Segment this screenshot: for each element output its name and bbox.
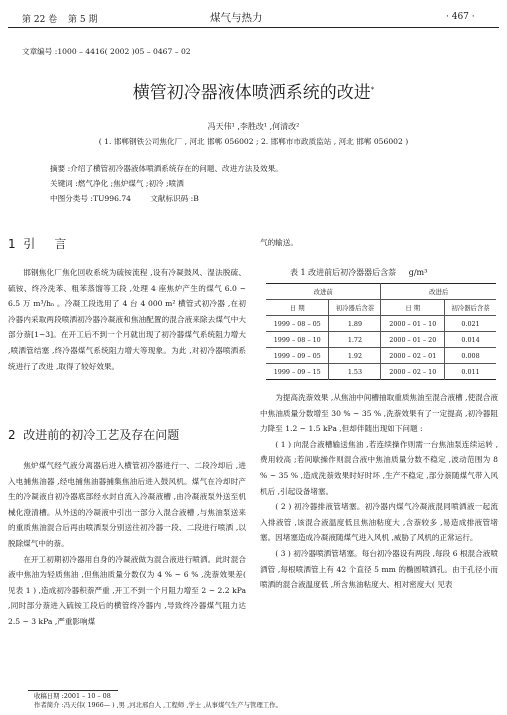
paper-title	[0, 78, 507, 103]
table-cell: 0.021	[461, 319, 480, 328]
table-cell: 2000 – 01 – 10	[381, 316, 445, 332]
right-paragraph-2: ( 1 ) 向混合液槽输送焦油 ,若连续操作则需一台焦油泵连续运转 ,费用较高 ;若间歇操作则混合液中焦油质量分数不稳定 ,波动范围为 8 % ~ 35 % ,造成洗萘效果时好时坏 ,生产不稳定 ,部分萘随煤气带入风机后 ,引起设备堵塞。	[260, 439, 498, 496]
section-1-paragraph: 邯钢焦化厂焦化回收系统为硫铵流程 ,设有冷凝鼓风、湿法脱硫、硫铵、终冷洗苯、粗苯蒸馏等工段 ,处理 4 座焦炉产生的煤气 6.0 ~ 6.5 万 m³/hₙ 。冷凝工段选用了 4 台 4 000 m² 横管式初冷器 ,在初冷器内采取两段喷洒初冷器冷凝液和焦油配置的混合液来除去煤气中大部分萘[1~3]。在开工后不到一个月就出现了初冷器煤气系统阻力增大 ,喷洒管结塞 ,终冷器煤气系统阻力增大等现象。为此 ,对初冷器喷洒系统进行了改进 ,取得了较好效果。	[8, 268, 246, 371]
article-number: 文章编号 :1000 – 4416( 2002 )05 – 0467 – 02	[22, 47, 191, 56]
right-top-text: 气的输送。	[260, 238, 298, 247]
section-2-body	[8, 458, 246, 630]
table-row	[266, 364, 496, 380]
table-row	[266, 332, 496, 348]
abstract: 摘要 :介绍了横管初冷器液体喷洒系统存在的问题、改进方法及效果。	[50, 164, 283, 173]
table-1-header-date: 日 期	[266, 300, 329, 316]
table-row	[266, 316, 496, 332]
section-1-body	[8, 265, 246, 374]
table-1-caption-text: 表 1 改进前后初冷器器后含萘	[290, 268, 397, 277]
table-cell: 0.011	[461, 367, 480, 376]
authors: 冯天伟¹ ,李胜改¹ ,何清改²	[207, 122, 300, 131]
section-2-title: 2 改进前的初冷工艺及存在问题	[8, 428, 180, 442]
table-1-unit: g/m³	[408, 268, 428, 277]
header-rule	[8, 27, 499, 28]
footnote-received: 收稿日期 :2001 – 10 – 08	[34, 692, 111, 700]
classification: 中图分类号 :TU996.74 文献标识码 :B	[50, 194, 199, 203]
header-page: · 467 ·	[446, 12, 475, 22]
table-cell: 1999 – 08 – 10	[266, 332, 329, 348]
footnote-author: 作者简介 :冯天伟( 1966— ) ,男 ,河北邢台人 ,工程师 ,学士 ,从事煤气生产与管理工作。	[34, 701, 282, 709]
table-cell: 1999 – 08 – 05	[266, 316, 329, 332]
right-column-body	[260, 390, 498, 593]
header-journal: 煤气与热力	[210, 12, 263, 24]
table-1-caption	[290, 266, 427, 279]
section-2-paragraph-1: 焦炉煤气经气液分离器后进入横管初冷器进行一、二段冷却后 ,进入电捕焦油器 ,经电捕焦油器捕集焦油后进入鼓风机。煤气在冷却时产生的冷凝液自初冷器底部经水封自流入冷凝液槽 ,由冷凝液泵外送至机械化澄清槽。从外送的冷凝液中引出一部分入混合液槽 ,与焦油泵送来的重质焦油混合后再由喷洒泵分别送往初冷器一段、二段进行喷洒 ,以脱除煤气中的萘。	[8, 461, 246, 548]
title-footnote-mark: *	[370, 85, 375, 94]
keywords: 关键词 :燃气净化 ;焦炉煤气 ;初冷 ;喷洒	[50, 179, 184, 188]
table-cell: 2000 – 01 – 20	[381, 332, 445, 348]
table-cell: 1999 – 09 – 05	[266, 348, 329, 364]
section-1-title: 1 引 言	[8, 237, 67, 251]
right-column-top-line	[260, 235, 498, 251]
table-row	[266, 348, 496, 364]
table-cell: 2000 – 02 – 01	[381, 348, 445, 364]
table-cell: 1.92	[329, 348, 381, 364]
header-issue: 第 5 期	[68, 15, 98, 25]
table-1-group-before: 改进前	[266, 284, 381, 300]
paper-title-text: 横管初冷器液体喷洒系统的改进	[132, 83, 371, 103]
table-cell: 0.014	[461, 335, 480, 344]
footnote-rule	[28, 690, 118, 691]
footnote	[34, 692, 282, 710]
affiliation: ( 1. 邯郸钢铁公司焦化厂 , 河北 邯郸 056002 ; 2. 邯郸市市政质监站 , 河北 邯郸 056002 )	[98, 137, 409, 146]
table-1-group-after: 改进后	[429, 288, 449, 296]
table-cell: 1999 – 09 – 15	[266, 364, 329, 380]
right-paragraph-1: 为提高洗萘效果 ,从焦油中间槽抽取重质焦油至混合液槽 ,使混合液中焦油质量分数增至 30 % ~ 35 % ,洗萘效果有了一定提高 ,初冷器阻力降至 1.2 ~ 1.5 kPa ,但却伴随出现如下问题 :	[260, 393, 498, 434]
table-cell: 2000 – 02 – 10	[381, 364, 445, 380]
table-cell: 1.53	[329, 364, 381, 380]
table-1-header-value: 初冷器后含萘	[329, 300, 381, 316]
table-cell: 1.72	[329, 332, 381, 348]
section-2-paragraph-2: 在开工初期初冷器用自身的冷凝液做为混合液进行喷洒。此时混合液中焦油为轻质焦油 ,但焦油质量分数仅为 4 % ~ 6 % ,洗萘效果差( 见表 1 ) ,造成初冷器积萘严重 ,开工不到一个月阻力增至 2 ~ 2.2 kPa ,同时部分萘进入硫铵工段后的横管终冷器内 ,导致终冷器煤气阻力达 2.5 ~ 3 kPa ,严重影响煤	[8, 554, 246, 626]
table-1	[266, 283, 496, 380]
header-volume: 第 22 卷	[22, 15, 58, 25]
right-paragraph-3: ( 2 ) 初冷器排液管堵塞。初冷器内煤气冷凝液混同喷洒液一起流入排液管 ,该混合液温度低且焦油粘度大 ,含萘较多 ,易造成排液管堵塞。因堵塞造成冷凝液随煤气进入风机 ,威胁了风机的正常运行。	[260, 502, 498, 543]
table-cell: 1.89	[329, 316, 381, 332]
right-paragraph-4: ( 3 ) 初冷器喷洒管堵塞。每台初冷器设有两段 ,每段 6 根混合液喷洒管 ,每根喷洒管上有 42 个直径 5 mm 的椭圆喷洒孔。由于孔径小而喷洒的混合液温度低 ,所含焦油粘度大、相对密度大( 见表	[260, 548, 498, 590]
table-1-header-value: 初冷器后含萘	[451, 304, 490, 312]
table-1-header-date: 日 期	[381, 300, 445, 316]
table-cell: 0.008	[461, 351, 480, 360]
